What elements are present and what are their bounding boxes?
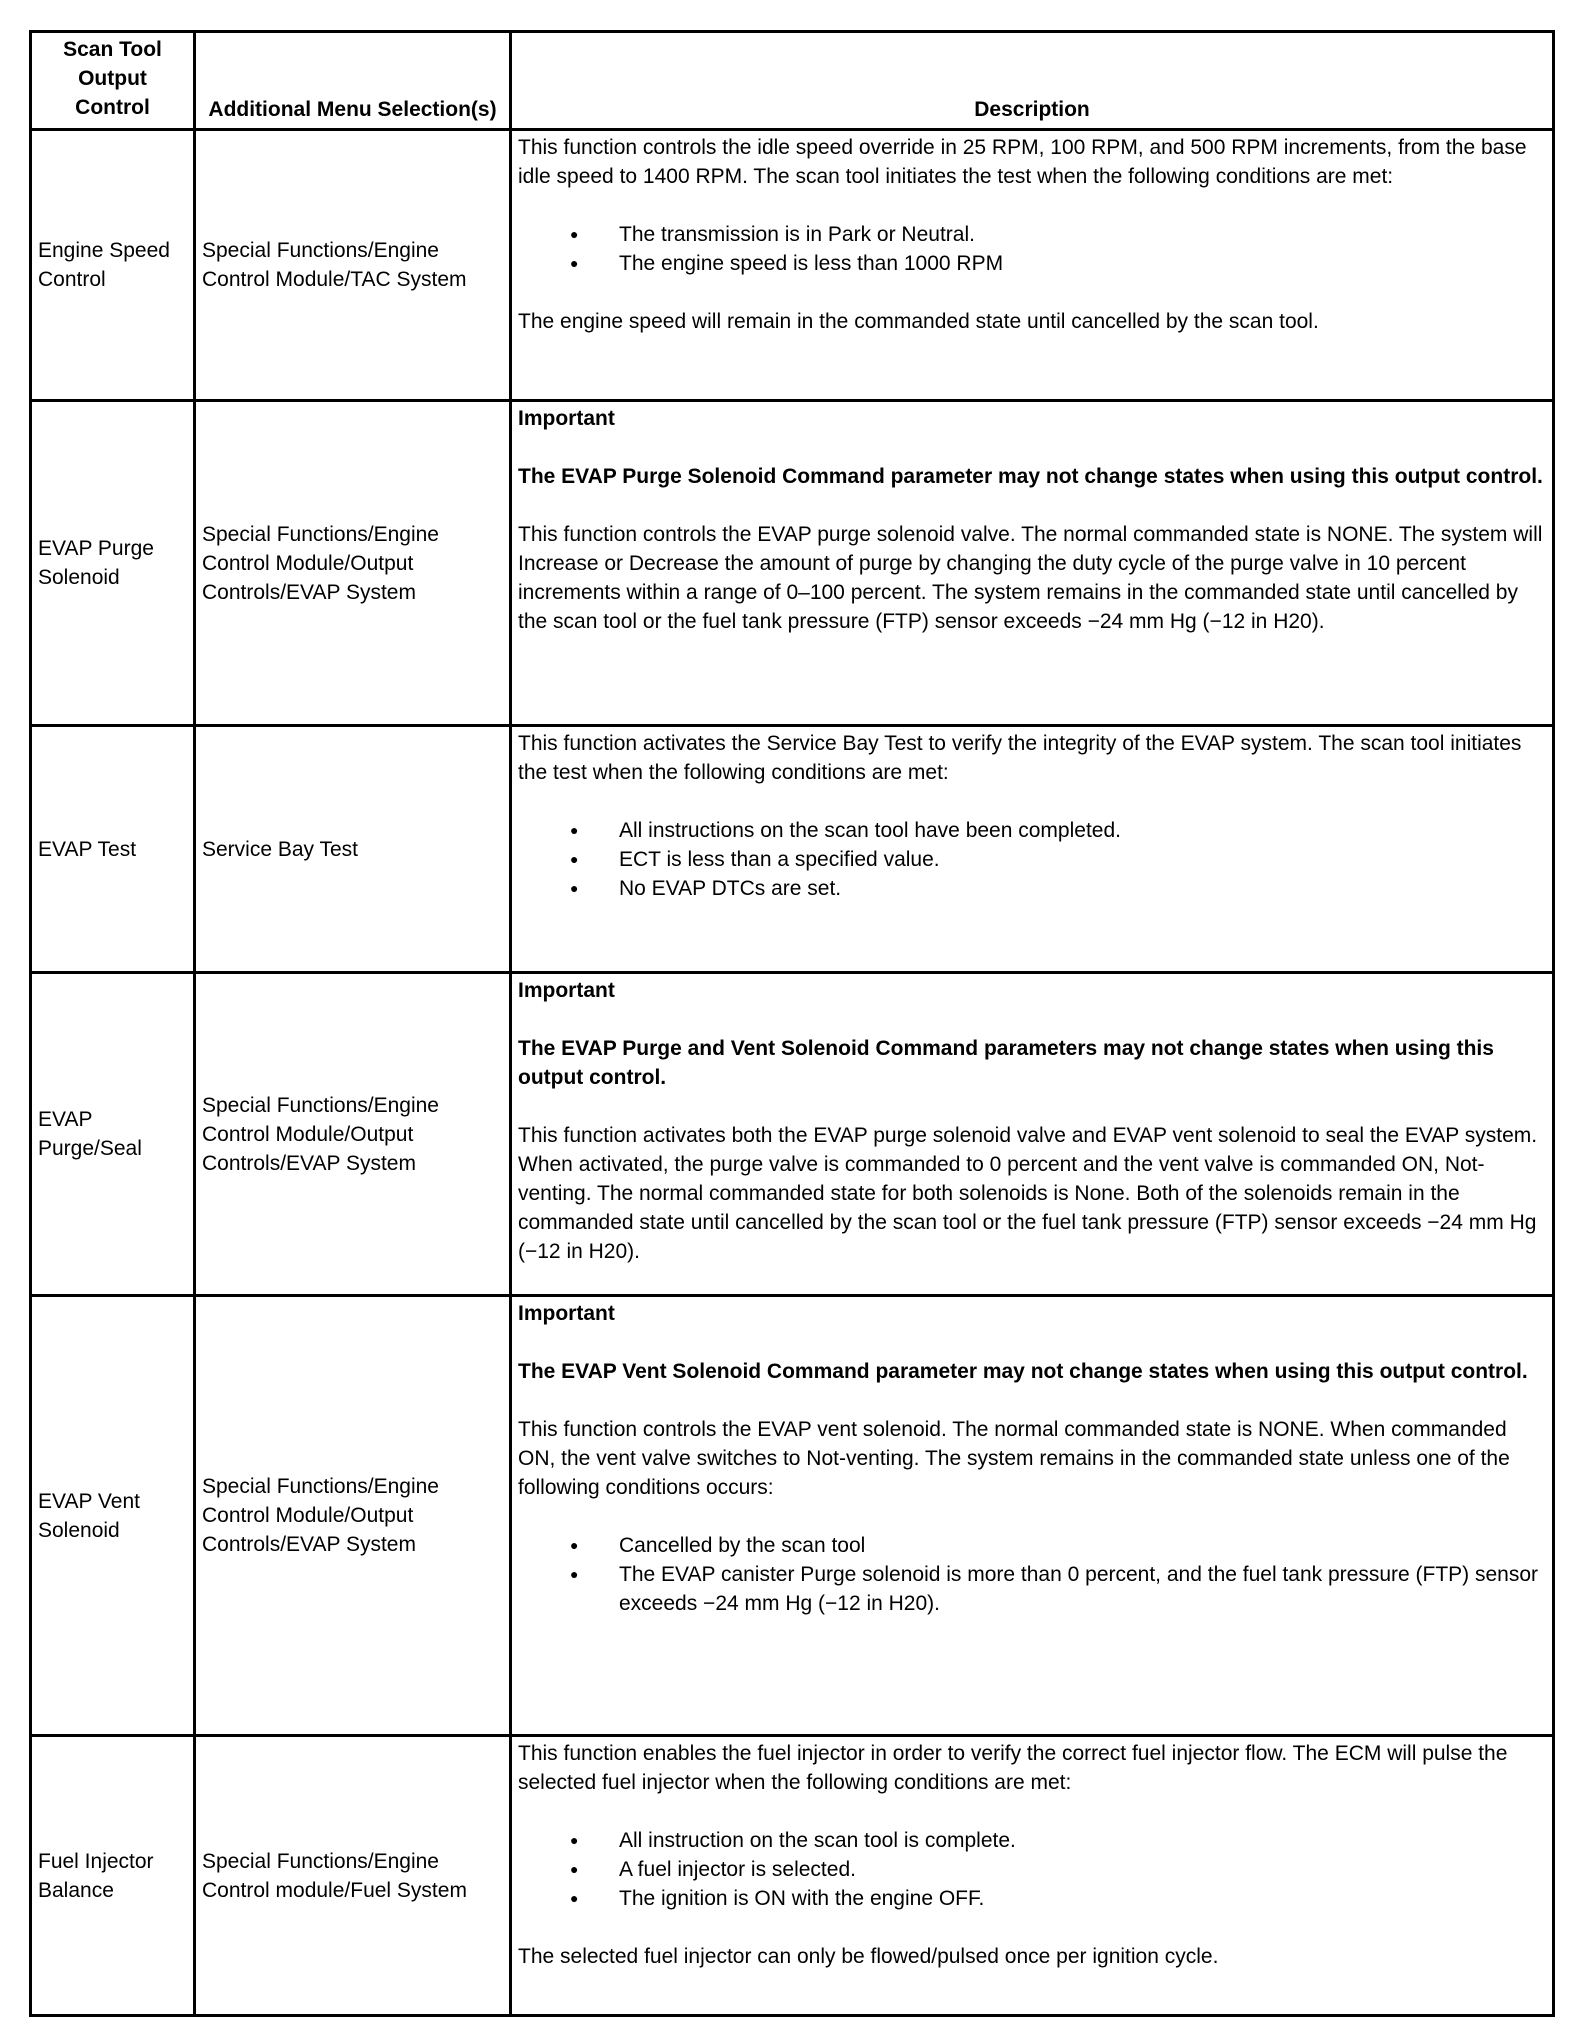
description-cell	[511, 130, 1554, 401]
bullet-icon: ●	[570, 1861, 579, 1877]
menu-selection-cell: Special Functions/Engine Control Module/Output Controls/EVAP System	[195, 973, 511, 1296]
description-text: This function controls the idle speed override in 25 RPM, 100 RPM, and 500 RPM increments, from the base idle speed to 1400 RPM. The scan tool initiates the test when the following conditions are met:	[518, 136, 1527, 188]
condition-list	[518, 1531, 1546, 1618]
table-row	[31, 973, 1554, 1296]
list-item	[518, 220, 1546, 249]
important-warning: The EVAP Purge Solenoid Command parameter may not change states when using this output control.	[518, 465, 1543, 488]
bullet-icon: ●	[570, 1566, 579, 1582]
description-cell	[511, 973, 1554, 1296]
list-item	[518, 249, 1546, 278]
header-additional-menu-selections: Additional Menu Selection(s)	[195, 32, 511, 130]
description-cell	[511, 1736, 1554, 2016]
scan-tool-output-control-table	[29, 30, 1555, 2017]
table-row	[31, 1296, 1554, 1736]
bullet-icon: ●	[570, 851, 579, 867]
description-text: This function controls the EVAP purge solenoid valve. The normal commanded state is NONE. The system will Increase or Decrease the amount of purge by changing the duty cycle of the purge valve in 10 percent increments within a range of 0–100 percent. The system remains in the commanded state until cancelled by the scan tool or the fuel tank pressure (FTP) sensor exceeds −24 mm Hg (−12 in H20).	[518, 523, 1543, 633]
bullet-icon: ●	[570, 1890, 579, 1906]
output-control-cell: EVAP Purge/Seal	[31, 973, 195, 1296]
header-scan-tool-output-control: Scan Tool Output Control	[31, 32, 195, 130]
list-item	[518, 1884, 1546, 1913]
menu-selection-cell: Special Functions/Engine Control module/Fuel System	[195, 1736, 511, 2016]
list-item	[518, 1560, 1546, 1618]
list-item	[518, 845, 1546, 874]
list-item-text: All instruction on the scan tool is complete.	[619, 1829, 1016, 1852]
important-label: Important	[518, 979, 615, 1002]
important-label: Important	[518, 1302, 615, 1325]
output-control-cell: Engine Speed Control	[31, 130, 195, 401]
output-control-cell: EVAP Test	[31, 726, 195, 973]
output-control-cell: EVAP Purge Solenoid	[31, 401, 195, 726]
output-control-cell: Fuel Injector Balance	[31, 1736, 195, 2016]
description-cell	[511, 401, 1554, 726]
list-item-text: The EVAP canister Purge solenoid is more than 0 percent, and the fuel tank pressure (FTP) sensor exceeds −24 mm Hg (−12 in H20).	[619, 1563, 1539, 1615]
header-description: Description	[511, 32, 1554, 130]
important-warning: The EVAP Purge and Vent Solenoid Command parameters may not change states when using this output control.	[518, 1037, 1494, 1089]
list-item-text: The transmission is in Park or Neutral.	[619, 223, 975, 246]
list-item-text: The engine speed is less than 1000 RPM	[619, 252, 1004, 275]
list-item-text: The ignition is ON with the engine OFF.	[619, 1887, 985, 1910]
bullet-icon: ●	[570, 822, 579, 838]
description-cell	[511, 1296, 1554, 1736]
table-row	[31, 401, 1554, 726]
menu-selection-cell: Special Functions/Engine Control Module/TAC System	[195, 130, 511, 401]
bullet-icon: ●	[570, 880, 579, 896]
list-item-text: Cancelled by the scan tool	[619, 1534, 866, 1557]
description-text: This function enables the fuel injector in order to verify the correct fuel injector flow. The ECM will pulse the selected fuel injector when the following conditions are met:	[518, 1742, 1508, 1794]
table-row	[31, 130, 1554, 401]
menu-selection-cell: Service Bay Test	[195, 726, 511, 973]
list-item	[518, 1826, 1546, 1855]
menu-selection-cell: Special Functions/Engine Control Module/Output Controls/EVAP System	[195, 1296, 511, 1736]
condition-list	[518, 816, 1546, 903]
table-row	[31, 726, 1554, 973]
list-item-text: A fuel injector is selected.	[619, 1858, 856, 1881]
list-item	[518, 816, 1546, 845]
condition-list	[518, 1826, 1546, 1913]
list-item	[518, 874, 1546, 903]
list-item	[518, 1855, 1546, 1884]
bullet-icon: ●	[570, 226, 579, 242]
condition-list	[518, 220, 1546, 278]
important-warning: The EVAP Vent Solenoid Command parameter may not change states when using this output control.	[518, 1360, 1528, 1383]
table-row	[31, 1736, 1554, 2016]
description-text: This function controls the EVAP vent solenoid. The normal commanded state is NONE. When commanded ON, the vent valve switches to Not-venting. The system remains in the commanded state unless one of the following conditions occurs:	[518, 1418, 1510, 1499]
output-control-cell: EVAP Vent Solenoid	[31, 1296, 195, 1736]
list-item-text: All instructions on the scan tool have been completed.	[619, 819, 1121, 842]
list-item	[518, 1531, 1546, 1560]
description-text: This function activates both the EVAP purge solenoid valve and EVAP vent solenoid to seal the EVAP system. When activated, the purge valve is commanded to 0 percent and the vent valve is commanded ON, Not-venting. The normal commanded state for both solenoids is None. Both of the solenoids remain in the commanded state until cancelled by the scan tool or the fuel tank pressure (FTP) sensor exceeds −24 mm Hg (−12 in H20).	[518, 1124, 1538, 1263]
bullet-icon: ●	[570, 255, 579, 271]
bullet-icon: ●	[570, 1832, 579, 1848]
menu-selection-cell: Special Functions/Engine Control Module/Output Controls/EVAP System	[195, 401, 511, 726]
list-item-text: ECT is less than a specified value.	[619, 848, 940, 871]
description-cell	[511, 726, 1554, 973]
important-label: Important	[518, 407, 615, 430]
description-note: The selected fuel injector can only be flowed/pulsed once per ignition cycle.	[518, 1945, 1219, 1968]
description-text: This function activates the Service Bay Test to verify the integrity of the EVAP system. The scan tool initiates the test when the following conditions are met:	[518, 732, 1522, 784]
bullet-icon: ●	[570, 1537, 579, 1553]
list-item-text: No EVAP DTCs are set.	[619, 877, 842, 900]
header-row	[31, 32, 1554, 130]
description-note: The engine speed will remain in the commanded state until cancelled by the scan tool.	[518, 310, 1319, 333]
